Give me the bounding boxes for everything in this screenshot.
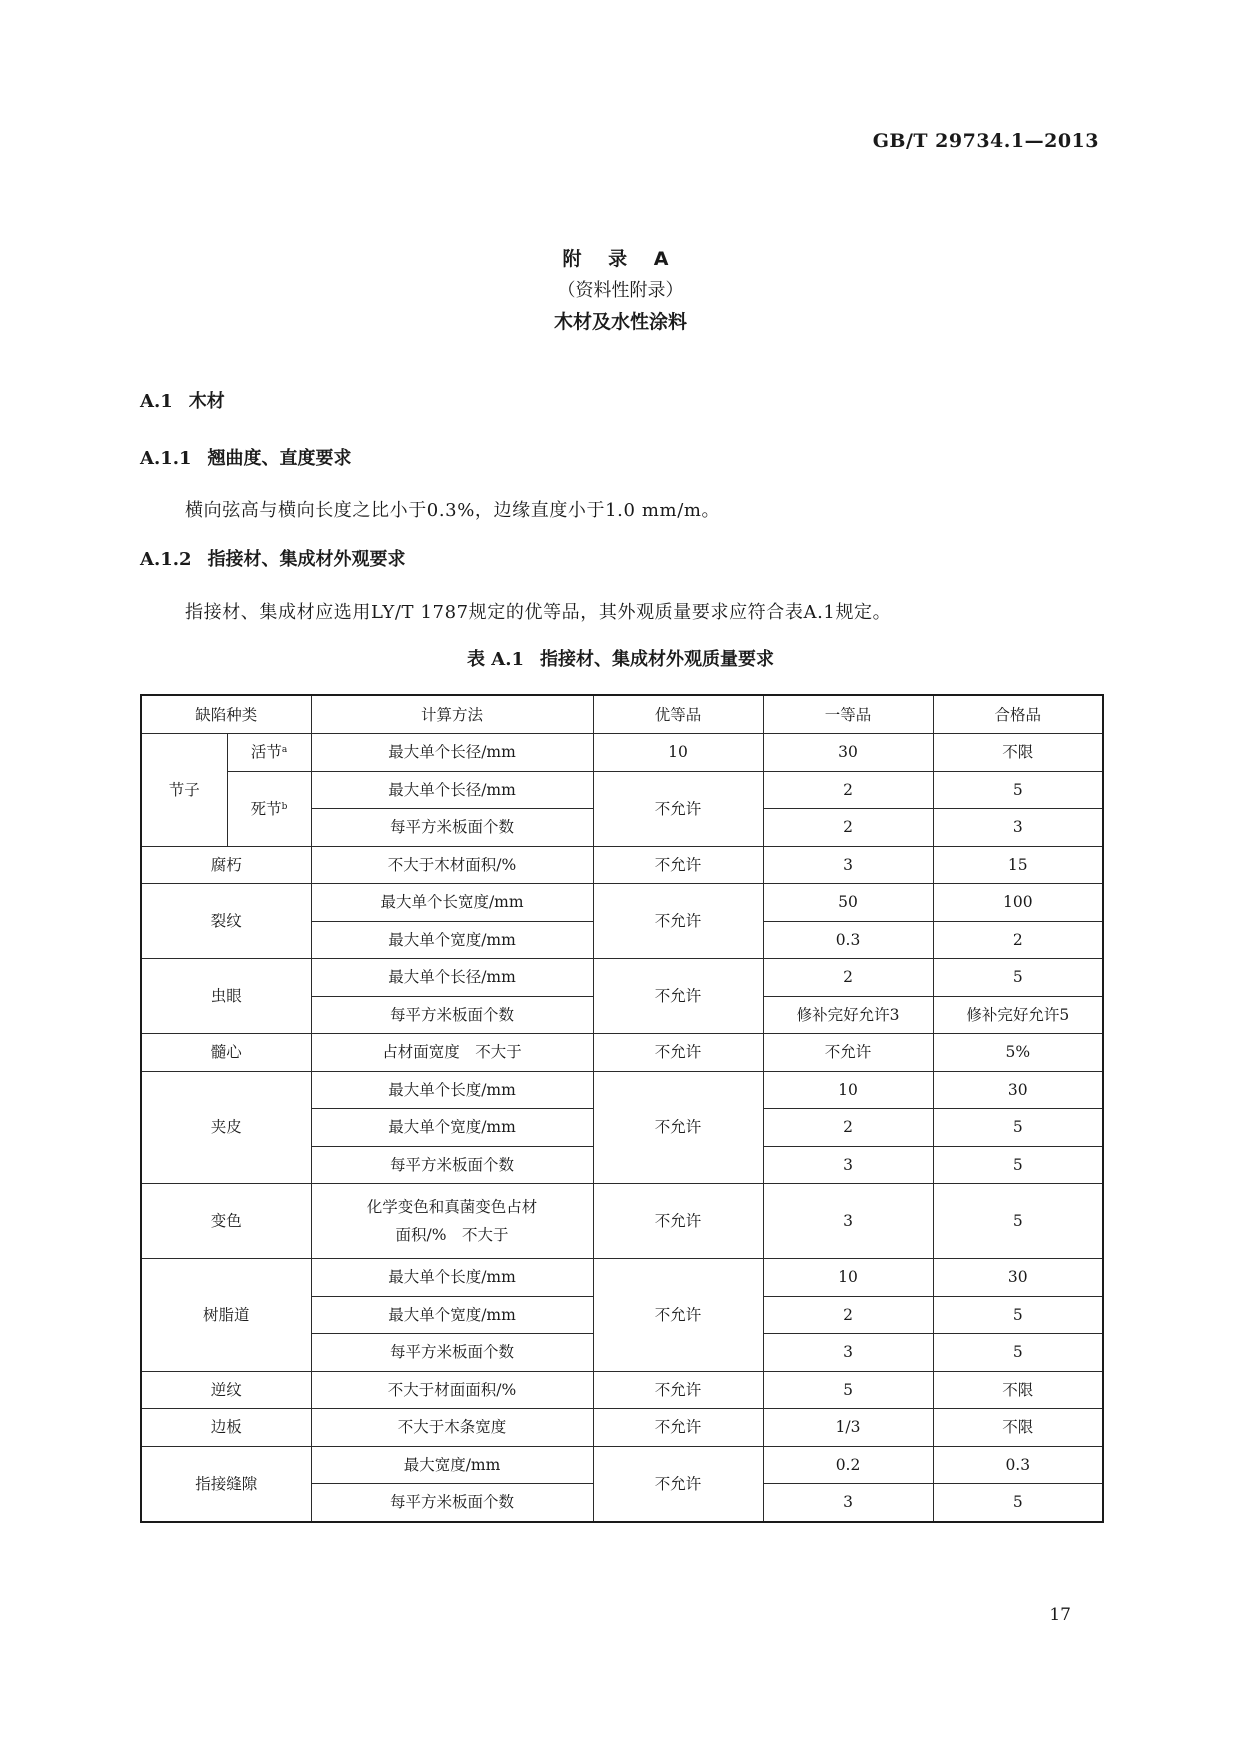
method-cell: 最大单个长径/mm (311, 959, 593, 997)
standard-code: GB/T 29734.1—2013 (872, 130, 1099, 152)
value-cell: 15 (933, 846, 1103, 884)
method-cell: 每平方米板面个数 (311, 996, 593, 1034)
value-cell: 不限 (933, 734, 1103, 772)
defect-type-cell: 虫眼 (141, 959, 311, 1034)
table-row (141, 1446, 1103, 1484)
value-cell: 0.3 (933, 1446, 1103, 1484)
subtype-label: 活节 (250, 743, 282, 762)
value-cell: 3 (763, 1146, 933, 1184)
header-cell: 缺陷种类 (141, 695, 311, 734)
method-cell: 最大单个长径/mm (311, 771, 593, 809)
value-cell: 5 (933, 1296, 1103, 1334)
section-a11-text: 横向弦高与横向长度之比小于0.3%，边缘直度小于1.0 mm/m。 (185, 500, 721, 521)
method-cell: 每平方米板面个数 (311, 1146, 593, 1184)
value-cell: 5 (933, 1334, 1103, 1372)
value-cell: 10 (763, 1259, 933, 1297)
value-cell: 0.3 (763, 921, 933, 959)
value-cell: 2 (763, 1109, 933, 1147)
section-title: 翘曲度、直度要求 (207, 448, 352, 469)
table-row (141, 1259, 1103, 1297)
table-number: 表 A.1 (466, 649, 525, 670)
defect-type-cell: 节子 (141, 734, 227, 847)
value-cell: 5 (933, 1184, 1103, 1259)
table-row (141, 1409, 1103, 1447)
method-cell: 最大单个宽度/mm (311, 1296, 593, 1334)
method-cell: 每平方米板面个数 (311, 809, 593, 847)
value-cell: 不允许 (763, 1034, 933, 1072)
table-row (141, 771, 1103, 809)
method-cell: 每平方米板面个数 (311, 1334, 593, 1372)
value-cell: 不允许 (593, 1409, 763, 1447)
table-title: 指接材、集成材外观质量要求 (540, 649, 775, 670)
value-cell: 5 (933, 1484, 1103, 1522)
method-cell: 不大于材面面积/% (311, 1371, 593, 1409)
method-cell: 最大单个宽度/mm (311, 921, 593, 959)
method-cell: 最大宽度/mm (311, 1446, 593, 1484)
value-cell: 不允许 (593, 1446, 763, 1522)
table-caption (0, 645, 1241, 671)
section-number: A.1.2 (140, 549, 192, 570)
table-row (141, 846, 1103, 884)
value-cell: 3 (763, 846, 933, 884)
table-row (141, 1184, 1103, 1259)
value-cell: 不允许 (593, 884, 763, 959)
value-cell: 5% (933, 1034, 1103, 1072)
value-cell: 3 (763, 1334, 933, 1372)
value-cell: 2 (933, 921, 1103, 959)
defect-type-cell: 树脂道 (141, 1259, 311, 1372)
footnote-mark: a (281, 745, 288, 756)
page-number: 17 (1049, 1605, 1071, 1625)
value-cell: 100 (933, 884, 1103, 922)
value-cell: 5 (933, 1109, 1103, 1147)
defect-type-cell: 逆纹 (141, 1371, 311, 1409)
value-cell: 不允许 (593, 1259, 763, 1372)
value-cell: 3 (933, 809, 1103, 847)
section-number: A.1 (140, 391, 173, 412)
defect-type-cell: 夹皮 (141, 1071, 311, 1184)
value-cell: 5 (933, 771, 1103, 809)
value-cell: 不允许 (593, 1071, 763, 1184)
header-cell: 一等品 (763, 695, 933, 734)
header-cell: 合格品 (933, 695, 1103, 734)
value-cell: 0.2 (763, 1446, 933, 1484)
section-a11-heading (140, 444, 352, 470)
value-cell: 不允许 (593, 1184, 763, 1259)
section-number: A.1.1 (140, 448, 192, 469)
table-header-row (141, 695, 1103, 734)
value-cell: 1/3 (763, 1409, 933, 1447)
value-cell: 3 (763, 1484, 933, 1522)
value-cell: 不允许 (593, 1034, 763, 1072)
value-cell: 2 (763, 809, 933, 847)
section-title: 木材 (188, 391, 225, 412)
section-a1-heading (140, 387, 225, 413)
table-row (141, 1071, 1103, 1109)
value-cell: 30 (763, 734, 933, 772)
defect-type-cell: 变色 (141, 1184, 311, 1259)
value-cell: 不限 (933, 1371, 1103, 1409)
method-line: 面积/% 不大于 (395, 1226, 509, 1244)
table-row (141, 884, 1103, 922)
quality-table (140, 694, 1104, 1523)
table-row (141, 1371, 1103, 1409)
value-cell: 2 (763, 1296, 933, 1334)
value-cell: 不限 (933, 1409, 1103, 1447)
defect-type-cell: 裂纹 (141, 884, 311, 959)
value-cell: 5 (763, 1371, 933, 1409)
annex-subject: 木材及水性涂料 (553, 311, 687, 333)
value-cell: 10 (593, 734, 763, 772)
defect-type-cell: 边板 (141, 1409, 311, 1447)
value-cell: 2 (763, 771, 933, 809)
value-cell: 50 (763, 884, 933, 922)
defect-type-cell: 腐朽 (141, 846, 311, 884)
method-cell: 最大单个长径/mm (311, 734, 593, 772)
value-cell: 不允许 (593, 846, 763, 884)
annex-title: 附 录 A (562, 248, 679, 270)
defect-subtype-cell (227, 734, 311, 772)
value-cell: 5 (933, 1146, 1103, 1184)
method-cell: 不大于木条宽度 (311, 1409, 593, 1447)
header-cell: 计算方法 (311, 695, 593, 734)
table-row (141, 959, 1103, 997)
method-cell: 每平方米板面个数 (311, 1484, 593, 1522)
method-cell: 最大单个宽度/mm (311, 1109, 593, 1147)
value-cell: 修补完好允许3 (763, 996, 933, 1034)
method-cell: 不大于木材面积/% (311, 846, 593, 884)
section-a12-heading (140, 545, 406, 571)
value-cell: 修补完好允许5 (933, 996, 1103, 1034)
section-title: 指接材、集成材外观要求 (207, 549, 406, 570)
header-cell: 优等品 (593, 695, 763, 734)
value-cell: 10 (763, 1071, 933, 1109)
value-cell: 2 (763, 959, 933, 997)
footnote-mark: b (281, 801, 288, 812)
method-line: 化学变色和真菌变色占材 (366, 1198, 538, 1216)
method-cell: 最大单个长度/mm (311, 1259, 593, 1297)
defect-type-cell: 髓心 (141, 1034, 311, 1072)
subtype-label: 死节 (250, 799, 282, 818)
defect-type-cell: 指接缝隙 (141, 1446, 311, 1522)
value-cell: 30 (933, 1259, 1103, 1297)
value-cell: 5 (933, 959, 1103, 997)
value-cell: 30 (933, 1071, 1103, 1109)
method-cell: 最大单个长度/mm (311, 1071, 593, 1109)
method-cell: 最大单个长宽度/mm (311, 884, 593, 922)
value-cell: 不允许 (593, 771, 763, 846)
value-cell: 3 (763, 1184, 933, 1259)
method-cell (311, 1184, 593, 1259)
value-cell: 不允许 (593, 959, 763, 1034)
defect-subtype-cell (227, 771, 311, 846)
section-a12-text: 指接材、集成材应选用LY/T 1787规定的优等品，其外观质量要求应符合表A.1规定。 (185, 602, 892, 623)
table-row (141, 1034, 1103, 1072)
table-row (141, 734, 1103, 772)
value-cell: 不允许 (593, 1371, 763, 1409)
annex-type: （资料性附录） (557, 280, 684, 301)
method-cell: 占材面宽度 不大于 (311, 1034, 593, 1072)
